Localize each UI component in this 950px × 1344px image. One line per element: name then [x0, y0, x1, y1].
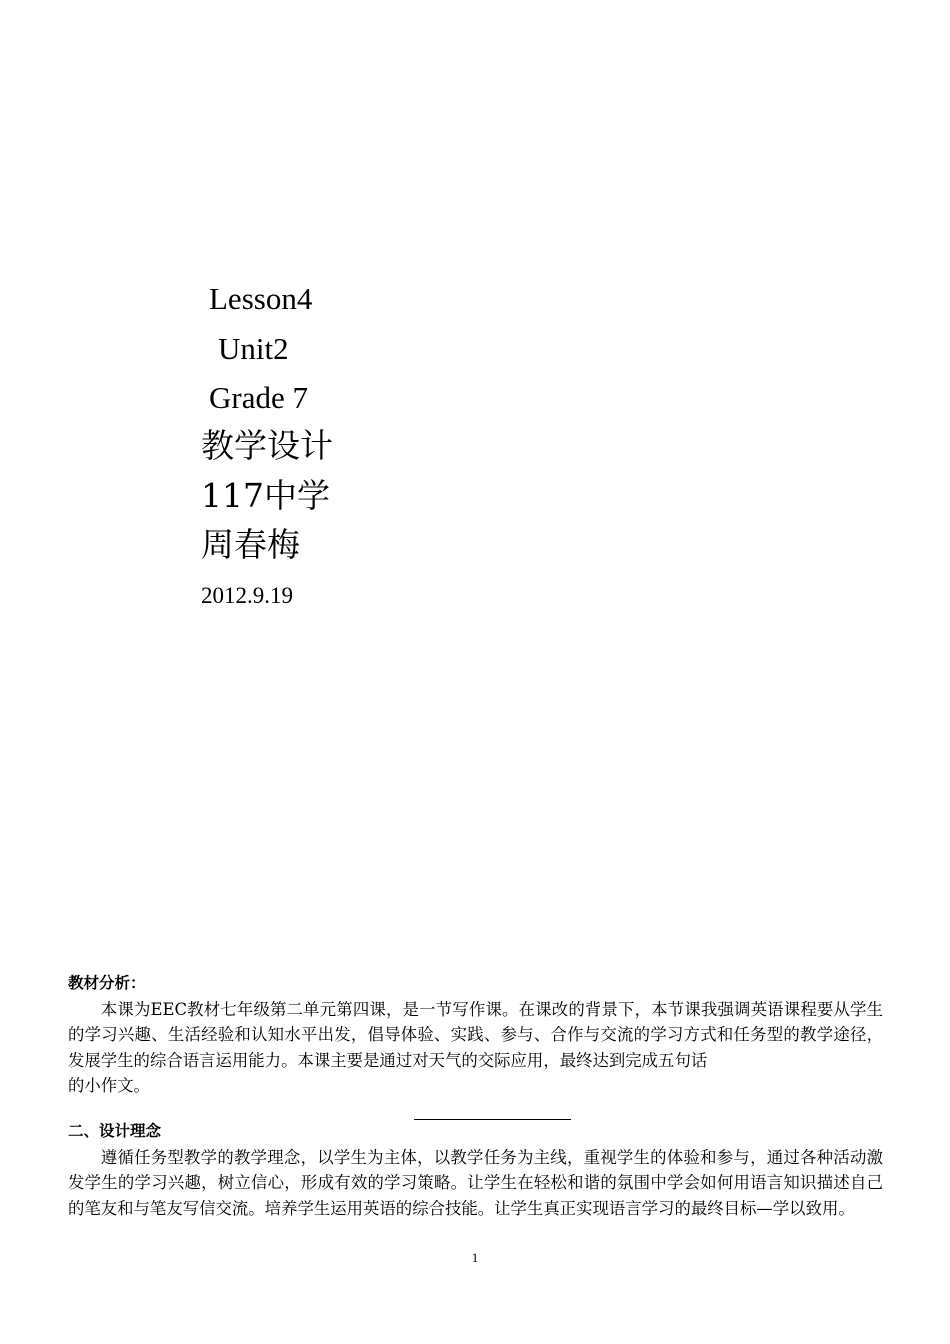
section-heading: 二、设计理念 [68, 1122, 162, 1140]
document-type: 教学设计 [201, 426, 333, 465]
unit-title: Unit2 [218, 331, 289, 366]
section-design-concept [68, 1119, 883, 1221]
school-name: 117中学 [201, 476, 330, 515]
section-heading: 教材分析： [68, 974, 146, 992]
document-date: 2012.9.19 [201, 583, 293, 608]
section-paragraph: 遵循任务型教学的教学理念，以学生为主体，以教学任务为主线，重视学生的体验和参与，通过各种活动激发学生的学习兴趣，树立信心，形成有效的学习策略。让学生在轻松和谐的氛围中学会如何用语言知识描述自己的笔友和与笔友写信交流。培养学生运用英语的综合技能。让学生真正实现语言学习的最终目标—学以致用。 [68, 1147, 883, 1218]
grade-title: Grade 7 [209, 380, 308, 415]
section-paragraph-tail: 的小作文。 [68, 1076, 150, 1095]
lesson-title: Lesson4 [209, 281, 313, 316]
author-name: 周春梅 [201, 525, 300, 564]
page-number: 1 [471, 1250, 479, 1265]
section-material-analysis [68, 971, 883, 1099]
section-paragraph: 本课为EEC教材七年级第二单元第四课，是一节写作课。在课改的背景下，本节课我强调英语课程要从学生的学习兴趣、生活经验和认知水平出发，倡导体验、实践、参与、合作与交流的学习方式和任务型的教学途径，发展学生的综合语言运用能力。本课主要是通过对天气的交际应用，最终达到完成五句话 [68, 999, 883, 1070]
